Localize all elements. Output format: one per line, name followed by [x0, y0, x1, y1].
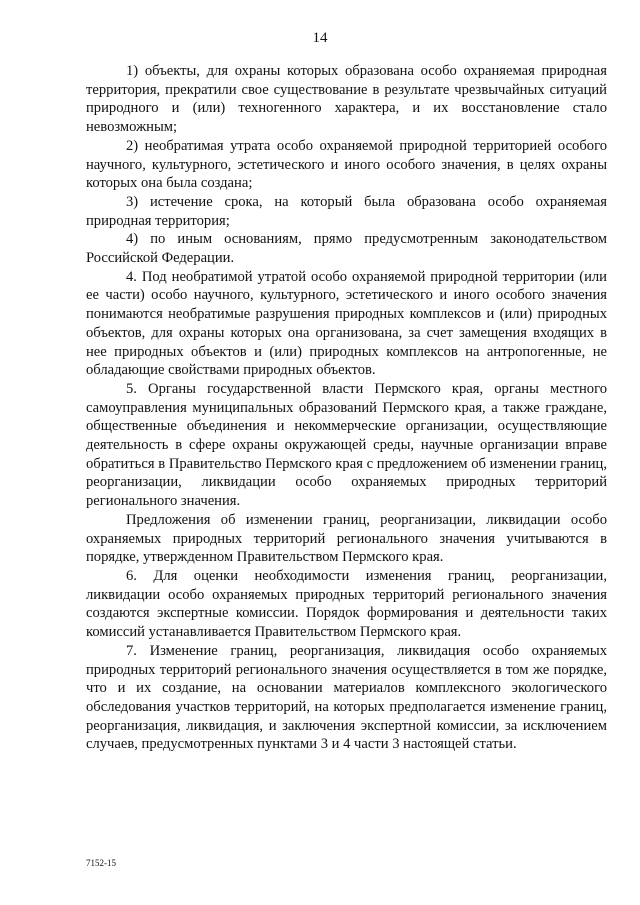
paragraph-item-4: 4) по иным основаниям, прямо предусмотренным законодательством Российской Федерации.: [86, 231, 607, 267]
paragraph-section-5: 5. Органы государственной власти Пермского края, органы местного самоуправления муниципальных образований Пермского края, а также граждане, общественные объединения и некоммерческие организации, осуществляющие деятельность в сфере охраны окружающей среды, научные организации вправе обратиться в Правительство Пермского края с предложением об изменении границ, реорганизации, ликвидации особо охраняемых природных территорий регионального значения.: [86, 380, 607, 510]
paragraph-section-6: 6. Для оценки необходимости изменения границ, реорганизации, ликвидации особо охраняемых природных территорий регионального значения создаются экспертные комиссии. Порядок формирования и деятельности таких комиссий устанавливается Правительством Пермского края.: [86, 567, 607, 641]
paragraph-item-2: 2) необратимая утрата особо охраняемой природной территорией особого научного, культурного, эстетического и иного особого значения, в целях охраны которых она была создана;: [86, 137, 607, 192]
paragraph-item-3: 3) истечение срока, на который была образована особо охраняемая природная территория;: [86, 193, 607, 229]
paragraph-item-1: 1) объекты, для охраны которых образована особо охраняемая природная территория, прекратили свое существование в результате чрезвычайных ситуаций природного и (или) техногенного характера, и их восстановление стало невозможным;: [86, 63, 607, 136]
page-number: 14: [312, 30, 328, 46]
paragraph-proposals: Предложения об изменении границ, реорганизации, ликвидации особо охраняемых природных территорий регионального значения учитываются в порядке, утвержденном Правительством Пермского края.: [86, 511, 607, 566]
paragraph-section-7: 7. Изменение границ, реорганизация, ликвидация особо охраняемых природных территорий регионального значения осуществляется в том же порядке, что и их создание, на основании материалов комплексного экологического обследования участков территорий, на которых предполагается изменение границ, реорганизация, ликвидация, и заключения экспертной комиссии, за исключением случаев, предусмотренных пунктами 3 и 4 части 3 настоящей статьи.: [86, 642, 607, 753]
document-body: [86, 62, 607, 754]
document-code: 7152-15: [86, 858, 116, 868]
paragraph-section-4: 4. Под необратимой утратой особо охраняемой природной территории (или ее части) особо научного, культурного, эстетического и иного особого значения понимаются необратимые разрушения природных комплексов и (или) природных объектов, для охраны которых она организована, за счет замещения входящих в нее природных объектов и (или) природных комплексов на антропогенные, не обладающие свойствами природных объектов.: [86, 268, 607, 379]
